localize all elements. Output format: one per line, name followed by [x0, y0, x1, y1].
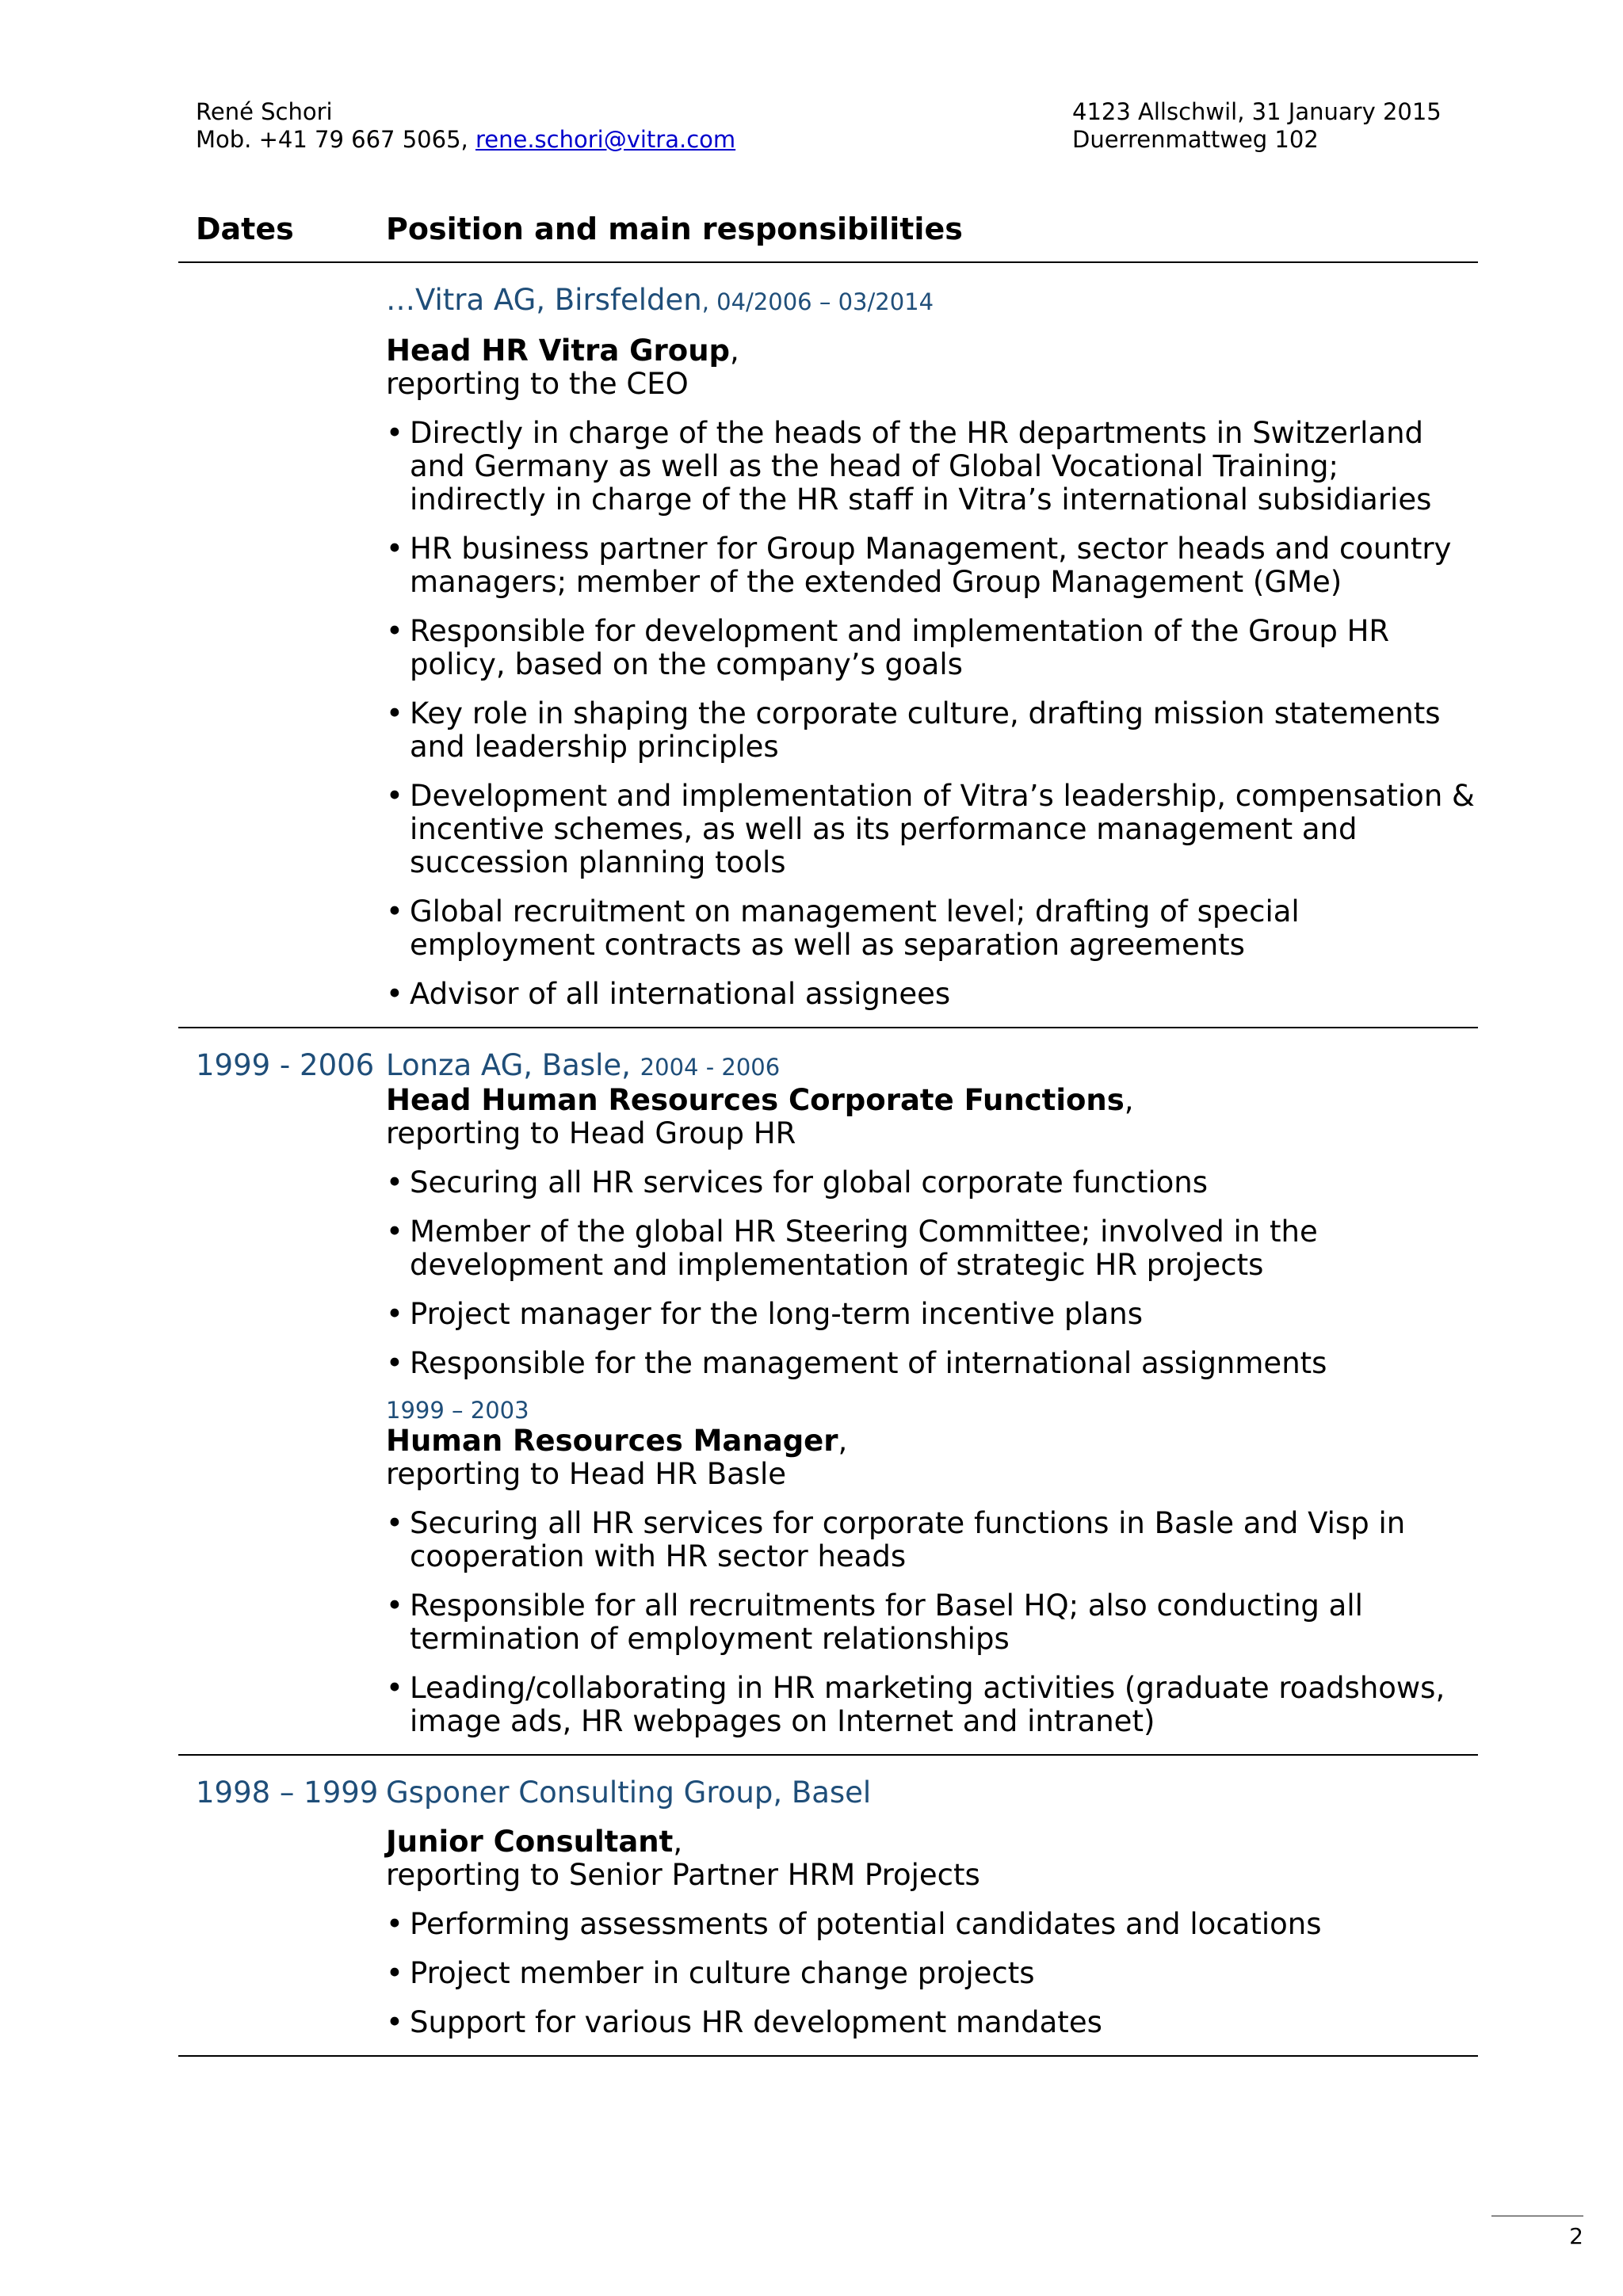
company-line	[386, 284, 1478, 318]
role-comma: ,	[1124, 1083, 1134, 1117]
role-comma: ,	[730, 334, 739, 368]
row-date: 1998 – 1999	[196, 1775, 379, 1810]
list-item: • Key role in shaping the corporate culture, drafting mission statements and leadership principles	[386, 697, 1478, 764]
email-link[interactable]: rene.schori@vitra.com	[475, 126, 736, 153]
row-content	[386, 284, 1478, 1011]
role-line-2	[386, 1425, 1478, 1458]
period: , 04/2006 – 03/2014	[701, 288, 934, 315]
list-item: • Responsible for the management of international assignments	[386, 1347, 1478, 1380]
row-date: 1999 - 2006	[196, 1048, 375, 1082]
list-item: • Global recruitment on management level; drafting of special employment contracts as well as separation agreements	[386, 895, 1478, 962]
company-name: …Vitra AG, Birsfelden	[386, 283, 702, 317]
list-item: • Responsible for all recruitments for Basel HQ; also conducting all termination of employment relationships	[386, 1589, 1478, 1656]
reporting-line-2: reporting to Head HR Basle	[386, 1457, 787, 1491]
table-row-lonza	[178, 1028, 1478, 1756]
list-item: • HR business partner for Group Management, sector heads and country managers; member of the extended Group Management (GMe)	[386, 532, 1478, 599]
role-comma: ,	[673, 1825, 683, 1859]
list-item: • Support for various HR development mandates	[386, 2006, 1478, 2039]
list-item: • Development and implementation of Vitra’s leadership, compensation & incentive schemes, as well as its performance management and succession planning tools	[386, 780, 1478, 879]
footer-rule	[1491, 2215, 1583, 2217]
company-name: Lonza AG, Basle,	[386, 1048, 640, 1082]
position-header: Position and main responsibilities	[386, 212, 963, 246]
period-2: 1999 – 2003	[386, 1397, 529, 1424]
place-date: 4123 Allschwil, 31 January 2015	[1072, 98, 1442, 125]
role-comma: ,	[838, 1424, 848, 1458]
responsibility-list-2	[386, 1507, 1478, 1738]
responsibility-list	[386, 1166, 1478, 1380]
row-content	[386, 1776, 1478, 2039]
page-number: 2	[1569, 2223, 1583, 2249]
list-item: • Project manager for the long-term incentive plans	[386, 1298, 1478, 1331]
author-name: René Schori	[196, 98, 333, 125]
list-item: • Project member in culture change projects	[386, 1957, 1478, 1990]
street-address: Duerrenmattweg 102	[1072, 126, 1319, 153]
mobile-number: Mob. +41 79 667 5065,	[196, 126, 475, 153]
role-title: Head HR Vitra Group	[386, 334, 731, 368]
list-item: • Performing assessments of potential candidates and locations	[386, 1908, 1478, 1941]
responsibility-list	[386, 417, 1478, 1011]
table-header	[178, 208, 1478, 263]
role-title-2: Human Resources Manager	[386, 1424, 838, 1458]
row-date	[178, 284, 386, 1011]
list-item: • Member of the global HR Steering Committee; involved in the development and implementation of strategic HR projects	[386, 1215, 1478, 1282]
list-item: • Advisor of all international assignees	[386, 978, 1478, 1011]
table-row-vitra	[178, 263, 1478, 1028]
company-line	[386, 1049, 1478, 1084]
role-title: Junior Consultant	[386, 1825, 674, 1859]
cv-table	[178, 208, 1478, 2057]
period: 2004 - 2006	[640, 1054, 781, 1081]
role-line	[386, 334, 1478, 368]
list-item: • Responsible for development and implementation of the Group HR policy, based on the company’s goals	[386, 615, 1478, 681]
table-row-gsponer	[178, 1756, 1478, 2057]
company-name: Gsponer Consulting Group, Basel	[386, 1775, 872, 1810]
role-line	[386, 1825, 1478, 1859]
dates-header: Dates	[196, 212, 294, 246]
header-contact	[196, 98, 735, 154]
responsibility-list	[386, 1908, 1478, 2039]
list-item: • Directly in charge of the heads of the HR departments in Switzerland and Germany as well as the head of Global Vocational Training; indirectly in charge of the HR staff in Vitra’s international subsidiaries	[386, 417, 1478, 517]
list-item: • Securing all HR services for corporate functions in Basle and Visp in cooperation with HR sector heads	[386, 1507, 1478, 1573]
reporting-line: reporting to Senior Partner HRM Projects	[386, 1858, 980, 1892]
reporting-line: reporting to Head Group HR	[386, 1116, 796, 1150]
header-address	[1072, 98, 1442, 154]
role-line	[386, 1084, 1478, 1117]
list-item: • Leading/collaborating in HR marketing activities (graduate roadshows, image ads, HR webpages on Internet and intranet)	[386, 1672, 1478, 1738]
list-item: • Securing all HR services for global corporate functions	[386, 1166, 1478, 1199]
reporting-line: reporting to the CEO	[386, 367, 689, 401]
row-content	[386, 1049, 1478, 1738]
role-title: Head Human Resources Corporate Functions	[386, 1083, 1125, 1117]
contact-line	[196, 126, 735, 154]
